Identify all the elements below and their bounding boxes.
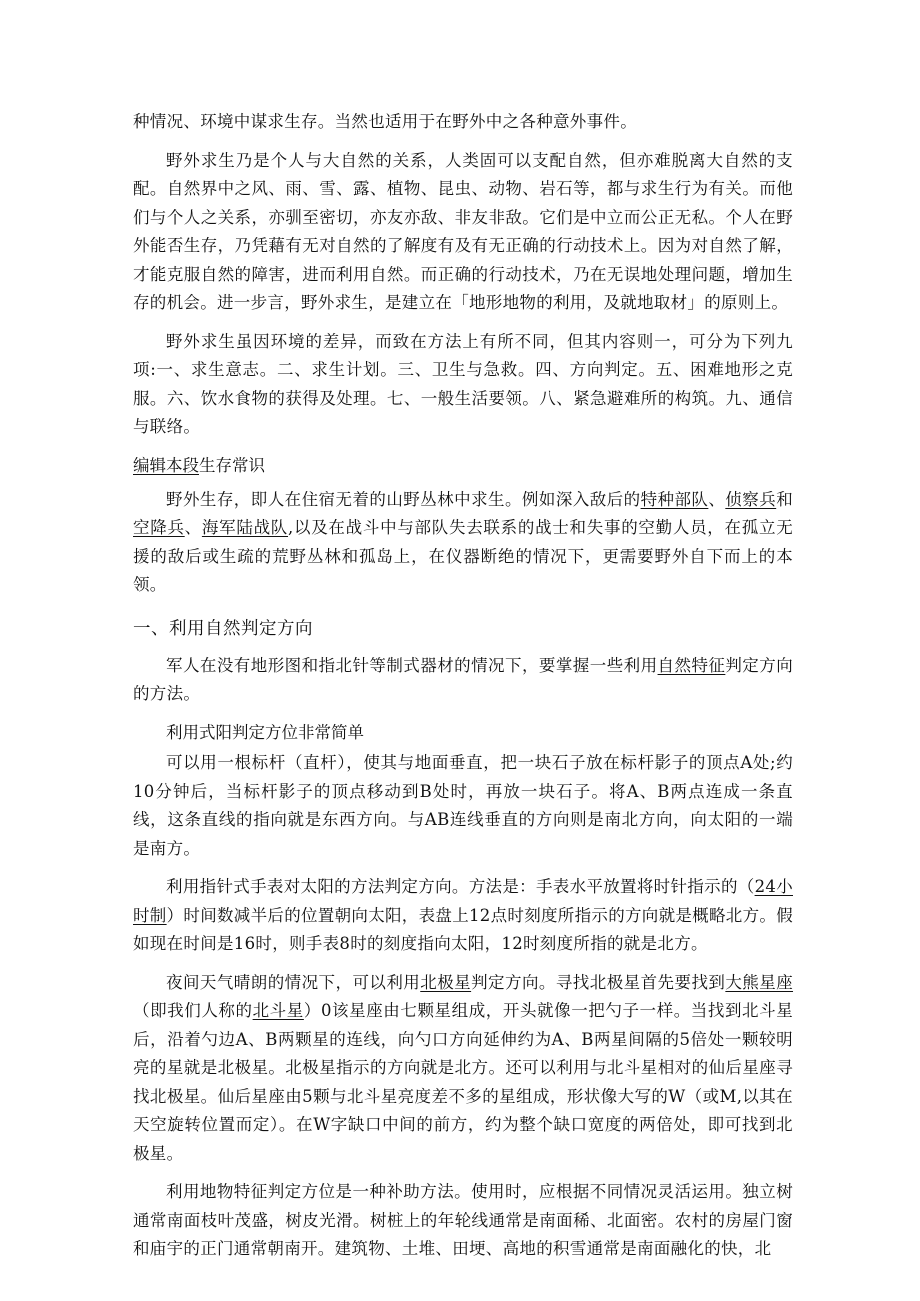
link-paratroopers[interactable]: 空降兵: [133, 518, 185, 537]
link-big-dipper[interactable]: 北斗星: [252, 1001, 304, 1020]
text-span: （即我们人称的: [133, 1001, 253, 1020]
text-span: ）0该星座由七颗星组成，开头就像一把勺子一样。当找到北斗星后，沿着勺边A、B两颗星的连线，向勺口方向延伸约为A、B两星间隔的5倍处一颗较明亮的星就是北极星。北极星指示的方向就是北方。还可以利用与北斗星相对的仙后星座寻找北极星。仙后星座由5颗与北斗星亮度差不多的星组成，形状像大写的W（或M,以其在天空旋转位置而定）。在W字缺口中间的前方，约为整个缺口宽度的两倍处，即可找到北极星。: [133, 1001, 794, 1163]
edit-section-link[interactable]: 编辑本段: [133, 455, 199, 475]
link-polaris[interactable]: 北极星: [420, 972, 472, 992]
link-natural-features[interactable]: 自然特征: [657, 655, 726, 675]
paragraph-landmarks: 利用地物特征判定方位是一种补助方法。使用时，应根据不同情况灵活运用。独立树通常南面枝叶茂盛，树皮光滑。树桩上的年轮线通常是南面稀、北面密。农村的房屋门窗和庙宇的正门通常朝南开。建筑物、土堆、田埂、高地的积雪通常是南面融化的快，北: [133, 1182, 793, 1258]
text-span: 夜间天气晴朗的情况下，可以利用: [166, 972, 421, 992]
paragraph-survival-nature: 野外求生乃是个人与大自然的关系，人类固可以支配自然，但亦难脱离大自然的支配。自然界中之风、雨、雪、露、植物、昆虫、动物、岩石等，都与求生行为有关。而他们与个人之关系，亦驯至密切，亦友亦敌、非友非敌。它们是中立而公正无私。个人在野外能否生存，乃凭藉有无对自然的了解度有及有无正确的行动技术上。因为对自然了解，才能克服自然的障害，进而利用自然。而正确的行动技术，乃在无误地处理问题，增加生存的机会。进一步言，野外求生，是建立在「地形地物的利用，及就地取材」的原则上。: [133, 150, 793, 312]
paragraph-survival-definition: [133, 486, 793, 600]
text-span: 、: [184, 518, 202, 537]
paragraph-natural-features: [133, 652, 793, 709]
text-span: 和: [776, 489, 793, 509]
text-span: 野外生存，即人在住宿无着的山野丛林中求生。例如深入敌后的: [166, 489, 641, 509]
paragraph-watch-method: [133, 873, 793, 959]
section-heading-text: 生存常识: [199, 455, 265, 475]
text-span: 、: [708, 489, 726, 509]
paragraph-nine-items: 野外求生虽因环境的差异，而致在方法上有所不同，但其内容则一，可分为下列九项:一、求生意志。二、求生计划。三、卫生与急救。四、方向判定。五、困难地形之克服。六、饮水食物的获得及处理。七、一般生活要领。八、紧急避难所的构筑。九、通信与联络。: [133, 331, 793, 436]
document-page: [133, 108, 793, 1274]
text-span: 判定方向的方法。: [133, 655, 794, 703]
text-span: ）时间数减半后的位置朝向太阳，表盘上12点时刻度所指示的方向就是概略北方。假如现在时间是16时，则手表8时的刻度指向太阳，12时刻度所指的就是北方。: [133, 905, 794, 953]
paragraph-pole-shadow: 可以用一根标杆（直杆），使其与地面垂直，把一块石子放在标杆影子的顶点A处;约10分钟后，当标杆影子的顶点移动到B处时，再放一块石子。将A、B两点连成一条直线，这条直线的指向就是东西方向。与AB连线垂直的方向则是南北方向，向太阳的一端是南方。: [133, 753, 793, 858]
text-span: 判定方向。寻找北极星首先要找到: [471, 972, 726, 992]
link-scouts[interactable]: 侦察兵: [725, 489, 777, 509]
subheading-sun-method: 利用式阳判定方位非常简单: [166, 722, 364, 742]
paragraph-north-star: [133, 969, 793, 1169]
text-span: 利用指针式手表对太阳的方法判定方向。方法是：手表水平放置将时针指示的（: [166, 877, 755, 896]
text-span: ,以及在战斗中与部队失去联系的战士和失事的空勤人员，在孤立无援的敌后或生疏的荒野丛林和孤岛上，在仪器断绝的情况下，更需要野外自下而上的本领。: [133, 518, 793, 594]
paragraph-intro-continuation: 种情况、环境中谋求生存。当然也适用于在野外中之各种意外事件。: [133, 112, 637, 131]
link-special-forces[interactable]: 特种部队: [640, 489, 709, 509]
text-span: 军人在没有地形图和指北针等制式器材的情况下，要掌握一些利用: [166, 655, 658, 675]
link-ursa-major[interactable]: 大熊星座: [725, 972, 794, 992]
link-24-hour[interactable]: 24小时制: [133, 877, 793, 925]
edit-section-heading: [133, 452, 793, 480]
section-title-direction: 一、利用自然判定方向: [133, 618, 313, 639]
link-marines[interactable]: 海军陆战队: [201, 518, 289, 537]
